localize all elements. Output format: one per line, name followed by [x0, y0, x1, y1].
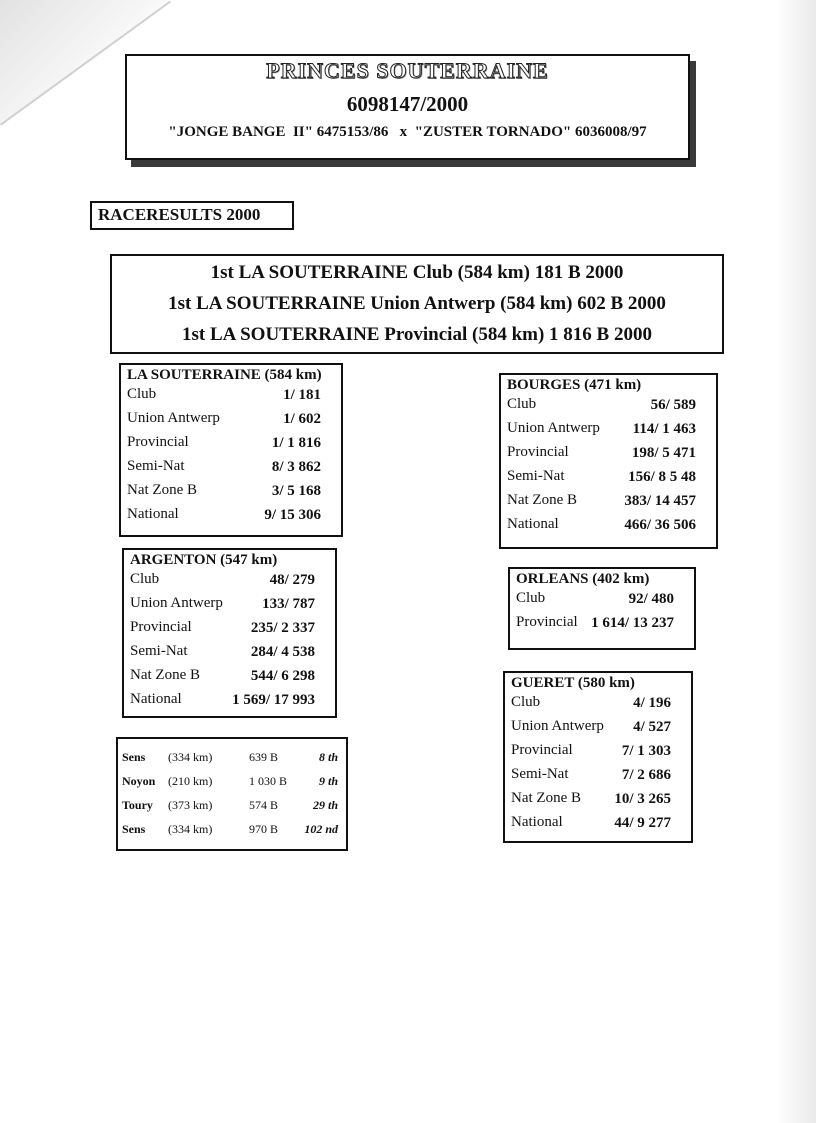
race-title: ARGENTON (547 km) — [130, 552, 278, 568]
other-races-box — [116, 737, 348, 851]
result-row — [505, 812, 691, 836]
result-row — [510, 612, 694, 636]
race-box-argenton — [122, 548, 337, 718]
category: Nat Zone B — [507, 492, 577, 508]
result: 3/ 5 168 — [271, 483, 321, 499]
result-row — [501, 394, 716, 418]
race-name: Sens — [122, 822, 146, 836]
result-row — [501, 490, 716, 514]
category: Club — [516, 590, 546, 606]
category: Provincial — [511, 742, 573, 758]
result: 7/ 2 686 — [621, 767, 671, 783]
paper-edge — [776, 0, 816, 1123]
result: 4/ 527 — [633, 719, 671, 735]
result-row — [124, 593, 335, 617]
category: Semi-Nat — [130, 643, 188, 659]
category: Nat Zone B — [130, 667, 200, 683]
result-row — [505, 740, 691, 764]
race-box-la-souterraine — [119, 363, 343, 537]
category: Semi-Nat — [507, 468, 565, 484]
category: National — [127, 506, 179, 522]
category: Club — [130, 571, 160, 587]
result-row — [505, 692, 691, 716]
result-row — [121, 408, 341, 432]
result: 56/ 589 — [650, 397, 696, 413]
result-row — [505, 764, 691, 788]
race-name: Toury — [122, 798, 153, 812]
result-row — [121, 432, 341, 456]
summary-line: 1st LA SOUTERRAINE Provincial (584 km) 1 816 B 2000 — [182, 324, 652, 345]
category: Provincial — [516, 614, 578, 630]
pigeon-header — [125, 54, 690, 160]
race-name: Sens — [122, 750, 146, 764]
race-title: LA SOUTERRAINE (584 km) — [127, 367, 322, 383]
other-race-row — [118, 748, 346, 772]
summary-line: 1st LA SOUTERRAINE Club (584 km) 181 B 2000 — [210, 262, 624, 283]
result: 4/ 196 — [633, 695, 671, 711]
result: 1/ 181 — [283, 387, 321, 403]
race-distance: (373 km) — [168, 798, 213, 812]
other-race-row — [118, 772, 346, 796]
pedigree-parents: "JONGE BANGE II" 6475153/86 x "ZUSTER TORNADO" 6036008/97 — [168, 124, 647, 140]
other-race-row — [118, 796, 346, 820]
race-name: Noyon — [122, 774, 156, 788]
result: 114/ 1 463 — [632, 421, 696, 437]
result: 383/ 14 457 — [624, 493, 696, 509]
result-row — [501, 466, 716, 490]
result: 10/ 3 265 — [614, 791, 671, 807]
race-distance: (334 km) — [168, 750, 213, 764]
race-title: BOURGES (471 km) — [507, 377, 642, 393]
section-label: RACERESULTS 2000 — [90, 201, 294, 230]
placing: 9 th — [318, 774, 338, 788]
category: Club — [127, 386, 157, 402]
result: 44/ 9 277 — [614, 815, 671, 831]
result: 1 614/ 13 237 — [591, 615, 674, 631]
result-row — [505, 716, 691, 740]
result: 8/ 3 862 — [271, 459, 321, 475]
result: 92/ 480 — [628, 591, 674, 607]
result-row — [121, 504, 341, 528]
category: Provincial — [130, 619, 192, 635]
race-box-bourges — [499, 373, 718, 549]
category: Semi-Nat — [127, 458, 185, 474]
result: 133/ 787 — [262, 596, 315, 612]
bird-count: 1 030 B — [249, 774, 288, 788]
result: 7/ 1 303 — [621, 743, 671, 759]
summary-box — [110, 254, 724, 354]
bird-count: 639 B — [249, 750, 279, 764]
result-row — [124, 689, 335, 713]
pigeon-name: PRINCES SOUTERRAINE — [266, 58, 549, 83]
result-row — [510, 588, 694, 612]
result: 466/ 36 506 — [624, 517, 696, 533]
category: Union Antwerp — [127, 410, 220, 426]
category: Provincial — [507, 444, 569, 460]
bird-count: 970 B — [249, 822, 279, 836]
category: National — [130, 691, 182, 707]
result: 284/ 4 538 — [250, 644, 315, 660]
result-row — [501, 442, 716, 466]
result-row — [505, 788, 691, 812]
category: National — [507, 516, 559, 532]
category: Union Antwerp — [130, 595, 223, 611]
placing: 102 nd — [304, 822, 338, 836]
summary-line: 1st LA SOUTERRAINE Union Antwerp (584 km) 602 B 2000 — [168, 293, 666, 314]
result: 1/ 602 — [283, 411, 321, 427]
result: 9/ 15 306 — [264, 507, 321, 523]
result-row — [121, 384, 341, 408]
bird-count: 574 B — [249, 798, 279, 812]
result: 1/ 1 816 — [271, 435, 321, 451]
result-row — [124, 569, 335, 593]
result: 48/ 279 — [269, 572, 315, 588]
result-row — [121, 456, 341, 480]
result: 1 569/ 17 993 — [232, 692, 315, 708]
race-title: GUERET (580 km) — [511, 675, 635, 691]
category: National — [511, 814, 563, 830]
category: Semi-Nat — [511, 766, 569, 782]
result-row — [124, 617, 335, 641]
result-row — [121, 480, 341, 504]
category: Union Antwerp — [511, 718, 604, 734]
race-box-gueret — [503, 671, 693, 843]
other-race-row — [118, 820, 346, 844]
category: Club — [511, 694, 541, 710]
category: Provincial — [127, 434, 189, 450]
category: Union Antwerp — [507, 420, 600, 436]
race-title: ORLEANS (402 km) — [516, 571, 650, 587]
race-distance: (210 km) — [168, 774, 213, 788]
result-row — [124, 665, 335, 689]
placing: 8 th — [318, 750, 338, 764]
result: 235/ 2 337 — [250, 620, 315, 636]
result-row — [501, 418, 716, 442]
result-row — [501, 514, 716, 538]
placing: 29 th — [312, 798, 338, 812]
race-box-orleans — [508, 567, 696, 650]
result-row — [124, 641, 335, 665]
category: Nat Zone B — [511, 790, 581, 806]
category: Nat Zone B — [127, 482, 197, 498]
result: 198/ 5 471 — [631, 445, 696, 461]
category: Club — [507, 396, 537, 412]
result: 544/ 6 298 — [250, 668, 315, 684]
race-distance: (334 km) — [168, 822, 213, 836]
ring-number: 6098147/2000 — [346, 92, 469, 116]
result: 156/ 8 5 48 — [628, 469, 696, 485]
